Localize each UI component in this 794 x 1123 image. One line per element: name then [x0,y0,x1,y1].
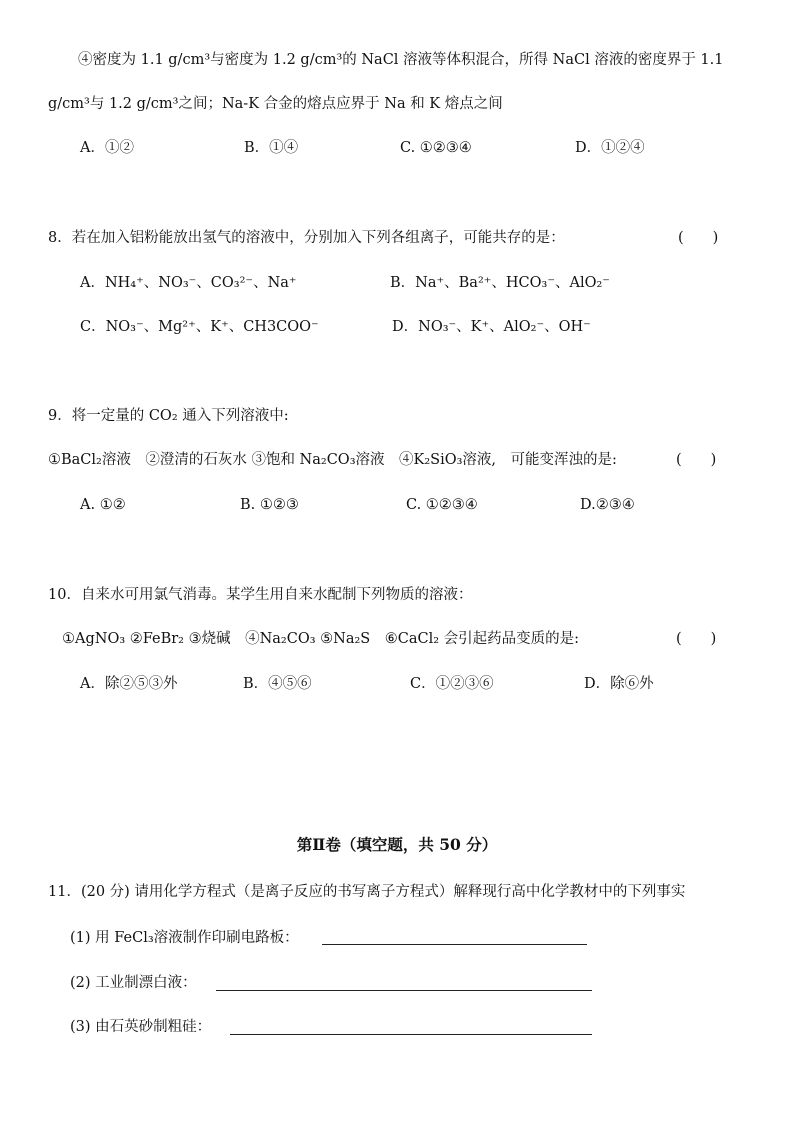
q9-option-d: D.②③④ [580,497,635,513]
q7-option-c: C. ①②③④ [400,140,472,156]
q9-option-b: B. ①②③ [240,497,299,513]
q8-option-a: A．NH₄⁺、NO₃⁻、CO₃²⁻、Na⁺ [80,275,297,291]
q11-item-1-answer-blank[interactable] [322,944,587,945]
section-2-title: 第Ⅱ卷（填空题，共 50 分） [296,835,498,854]
q11-item-3-label: (3) 由石英砂制粗硅： [70,1019,212,1035]
q10-option-d: D．除⑥外 [584,676,654,692]
q8-answer-paren: ( ) [678,230,719,246]
q9-stem: 9．将一定量的 CO₂ 通入下列溶液中: [48,408,289,424]
q7-statement-4-line2: g/cm³与 1.2 g/cm³之间；Na-K 合金的熔点应界于 Na 和 K 熔点之间 [48,96,503,112]
q11-item-3-answer-blank[interactable] [230,1034,592,1035]
q10-answer-paren: ( ) [676,631,717,647]
q7-option-d: D．①②④ [575,140,645,156]
q8-stem: 8．若在加入铝粉能放出氢气的溶液中，分别加入下列各组离子，可能共存的是： [48,230,565,246]
q11-item-2-label: (2) 工业制漂白液： [70,975,197,991]
q11-item-2-answer-blank[interactable] [216,990,592,991]
q8-option-c: C．NO₃⁻、Mg²⁺、K⁺、CH3COO⁻ [80,319,319,335]
q9-option-c: C. ①②③④ [406,497,478,513]
q10-option-b: B．④⑤⑥ [243,676,312,692]
q9-option-a: A. ①② [80,497,126,513]
q10-option-c: C．①②③⑥ [410,676,494,692]
q10-stem-line2: ①AgNO₃ ②FeBr₂ ③烧碱 ④Na₂CO₃ ⑤Na₂S ⑥CaCl₂ 会引起药品变质的是: [62,631,580,647]
q10-stem: 10．自来水可用氯气消毒。某学生用自来水配制下列物质的溶液： [48,587,473,603]
q11-stem: 11．(20 分) 请用化学方程式（是离子反应的书写离子方程式）解释现行高中化学教材中的下列事实 [48,884,686,900]
q10-option-a: A．除②⑤③外 [80,676,178,692]
q8-option-b: B．Na⁺、Ba²⁺、HCO₃⁻、AlO₂⁻ [390,275,610,291]
q7-option-a: A．①② [80,140,134,156]
q9-answer-paren: ( ) [676,452,717,468]
q7-statement-4-line1: ④密度为 1.1 g/cm³与密度为 1.2 g/cm³的 NaCl 溶液等体积混合，所得 NaCl 溶液的密度界于 1.1 [78,52,724,68]
q9-stem-line2: ①BaCl₂溶液 ②澄清的石灰水 ③饱和 Na₂CO₃溶液 ④K₂SiO₃溶液, 可能变浑浊的是: [48,452,617,468]
q11-item-1-label: (1) 用 FeCl₃溶液制作印刷电路板： [70,930,299,946]
q7-option-b: B．①④ [244,140,299,156]
q8-option-d: D．NO₃⁻、K⁺、AlO₂⁻、OH⁻ [392,319,591,335]
